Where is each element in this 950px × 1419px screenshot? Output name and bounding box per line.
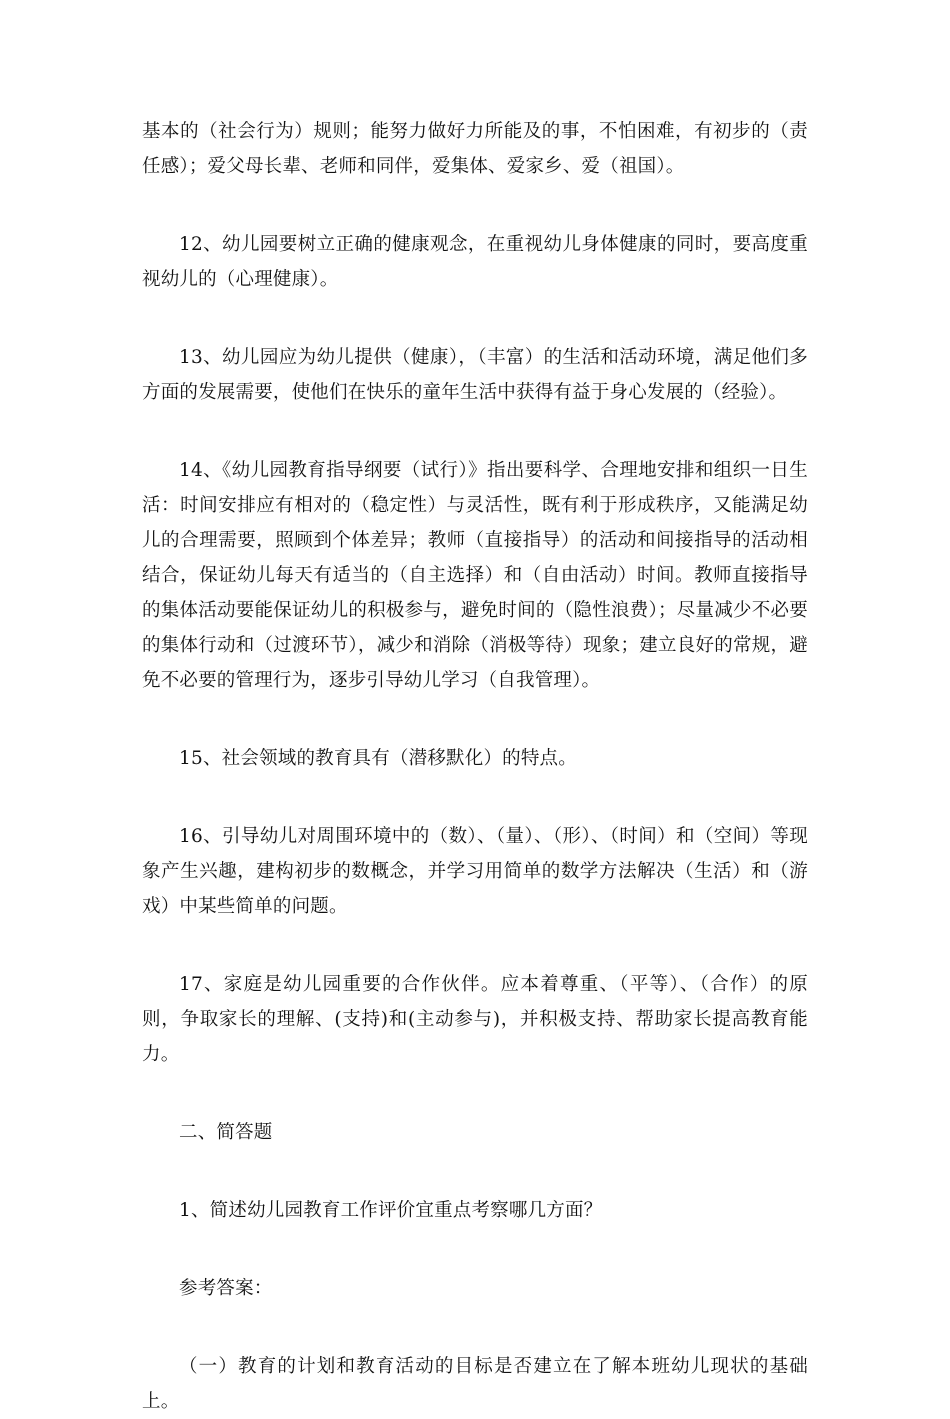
paragraph-item-17: 17、家庭是幼儿园重要的合作伙伴。应本着尊重、（平等）、（合作）的原则，争取家长的理解、(支持)和(主动参与)，并积极支持、帮助家长提高教育能力。: [142, 974, 808, 1065]
section-heading: 二、简答题: [179, 1122, 273, 1143]
paragraph-continued: 基本的（社会行为）规则；能努力做好力所能及的事，不怕困难，有初步的（责任感）；爱父母长辈、老师和同伴，爱集体、爱家乡、爱（祖国）。: [142, 121, 808, 177]
paragraph-item-13: 13、幼儿园应为幼儿提供（健康），（丰富）的生活和活动环境，满足他们多方面的发展需要，使他们在快乐的童年生活中获得有益于身心发展的（经验）。: [142, 347, 808, 403]
paragraph-item-15: 15、社会领域的教育具有（潜移默化）的特点。: [179, 748, 577, 769]
paragraph-item-12: 12、幼儿园要树立正确的健康观念，在重视幼儿身体健康的同时，要高度重视幼儿的（心理健康）。: [142, 234, 808, 290]
paragraph-item-16: 16、引导幼儿对周围环境中的（数）、（量）、（形）、（时间）和（空间）等现象产生兴趣，建构初步的数概念，并学习用简单的数学方法解决（生活）和（游戏）中某些简单的问题。: [142, 826, 808, 917]
document-page: [142, 114, 808, 1419]
answer-label: 参考答案：: [179, 1278, 273, 1299]
answer-point-1: （一）教育的计划和教育活动的目标是否建立在了解本班幼儿现状的基础上。: [142, 1356, 808, 1412]
question-1: 1、简述幼儿园教育工作评价宜重点考察哪几方面？: [179, 1200, 603, 1221]
paragraph-item-14: 14、《幼儿园教育指导纲要（试行）》指出要科学、合理地安排和组织一日生活：时间安排应有相对的（稳定性）与灵活性，既有利于形成秩序，又能满足幼儿的合理需要，照顾到个体差异；教师（直接指导）的活动和间接指导的活动相结合，保证幼儿每天有适当的（自主选择）和（自由活动）时间。教师直接指导的集体活动要能保证幼儿的积极参与，避免时间的（隐性浪费）；尽量减少不必要的集体行动和（过渡环节），减少和消除（消极等待）现象；建立良好的常规，避免不必要的管理行为，逐步引导幼儿学习（自我管理）。: [142, 460, 808, 691]
